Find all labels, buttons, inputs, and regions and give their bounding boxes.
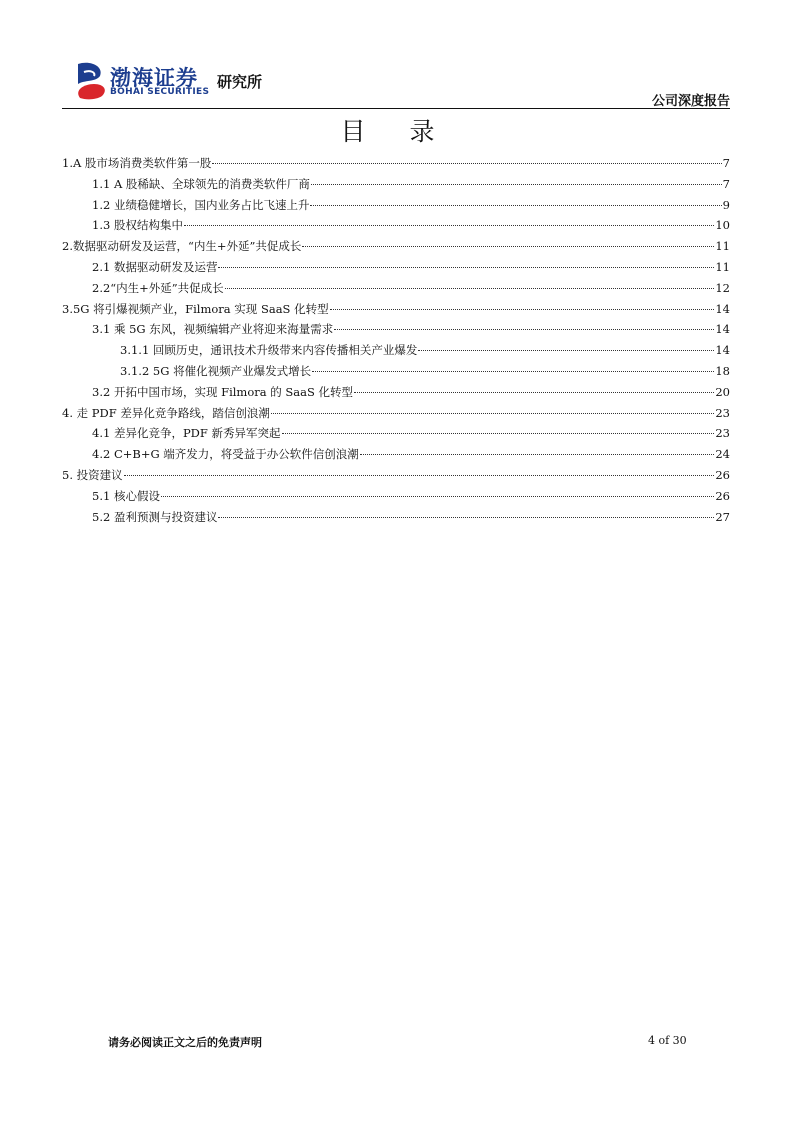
toc-entry-title: 1.1 A 股稀缺、全球领先的消费类软件厂商 xyxy=(92,176,310,191)
toc-entry-title: 3.2 开拓中国市场，实现 Filmora 的 SaaS 化转型 xyxy=(92,384,354,399)
toc-entry[interactable] xyxy=(62,278,730,299)
toc-entry-title: 2.数据驱动研发及运营，“内生+外延”共促成长 xyxy=(62,239,302,254)
toc-entry[interactable] xyxy=(62,465,730,486)
toc-entry-title: 2.1 数据驱动研发及运营 xyxy=(92,259,218,274)
toc-leader-dots xyxy=(302,246,714,247)
institute-label: 研究所 xyxy=(217,73,263,91)
header-divider xyxy=(62,108,730,109)
toc-entry-page: 11 xyxy=(715,259,730,274)
toc-entry-title: 1.A 股市场消费类软件第一股 xyxy=(62,156,212,170)
toc-entry-title: 3.1.2 5G 将催化视频产业爆发式增长 xyxy=(120,363,312,378)
toc-entry-page: 9 xyxy=(722,197,730,212)
table-of-contents xyxy=(62,153,730,527)
toc-entry-title: 1.3 股权结构集中 xyxy=(92,218,183,233)
toc-entry[interactable] xyxy=(62,299,730,320)
toc-entry-page: 14 xyxy=(715,301,730,316)
toc-entry[interactable] xyxy=(62,215,730,236)
footer-disclaimer: 请务必阅读正文之后的免责声明 xyxy=(108,1036,262,1049)
toc-entry-title: 4.2 C+B+G 端齐发力，将受益于办公软件信创浪潮 xyxy=(92,447,359,462)
page-header xyxy=(62,52,730,108)
page-title: 目 录 xyxy=(340,117,453,146)
toc-entry-title: 5.2 盈利预测与投资建议 xyxy=(92,509,218,524)
toc-entry[interactable] xyxy=(62,403,730,424)
toc-entry-page: 27 xyxy=(715,509,730,524)
toc-entry-title: 1.2 业绩稳健增长，国内业务占比飞速上升 xyxy=(92,197,310,212)
brand-name-en: BOHAI SECURITIES xyxy=(110,87,210,97)
toc-entry-page: 24 xyxy=(715,447,730,462)
toc-entry[interactable] xyxy=(62,153,730,174)
toc-entry-page: 23 xyxy=(715,405,730,420)
toc-entry-page: 14 xyxy=(715,343,730,358)
toc-entry-page: 18 xyxy=(715,363,730,378)
toc-entry[interactable] xyxy=(62,319,730,340)
toc-entry[interactable] xyxy=(62,174,730,195)
toc-entry[interactable] xyxy=(62,486,730,507)
toc-entry-page: 7 xyxy=(722,156,730,170)
toc-entry-page: 26 xyxy=(715,467,730,482)
toc-entry-page: 7 xyxy=(722,176,730,191)
toc-leader-dots xyxy=(124,475,715,476)
toc-leader-dots xyxy=(310,205,721,206)
toc-entry-title: 2.2“内生+外延”共促成长 xyxy=(92,280,224,295)
toc-leader-dots xyxy=(184,225,714,226)
toc-entry-page: 10 xyxy=(715,218,730,233)
toc-leader-dots xyxy=(218,517,714,518)
toc-entry-title: 3.5G 将引爆视频产业，Filmora 实现 SaaS 化转型 xyxy=(62,301,329,316)
toc-entry-title: 4.1 差异化竞争，PDF 新秀异军突起 xyxy=(92,426,281,441)
toc-leader-dots xyxy=(311,184,722,185)
toc-entry[interactable] xyxy=(62,444,730,465)
report-type-label: 公司深度报告 xyxy=(651,94,730,109)
toc-leader-dots xyxy=(360,454,715,455)
toc-entry[interactable] xyxy=(62,361,730,382)
toc-leader-dots xyxy=(312,371,714,372)
toc-leader-dots xyxy=(271,413,714,414)
toc-leader-dots xyxy=(218,267,714,268)
toc-entry-title: 5.1 核心假设 xyxy=(92,488,160,503)
toc-leader-dots xyxy=(225,288,715,289)
toc-leader-dots xyxy=(161,496,714,497)
toc-entry[interactable] xyxy=(62,382,730,403)
toc-leader-dots xyxy=(212,163,721,164)
toc-entry[interactable] xyxy=(62,236,730,257)
toc-entry-title: 3.1.1 回顾历史，通讯技术升级带来内容传播相关产业爆发 xyxy=(120,343,418,358)
toc-entry-title: 5. 投资建议 xyxy=(62,467,123,482)
toc-entry-title: 3.1 乘 5G 东风，视频编辑产业将迎来海量需求 xyxy=(92,322,334,337)
toc-leader-dots xyxy=(282,433,715,434)
toc-leader-dots xyxy=(354,392,714,393)
toc-entry-page: 26 xyxy=(715,488,730,503)
toc-leader-dots xyxy=(330,309,715,310)
toc-entry-title: 4. 走 PDF 差异化竞争路线，踏信创浪潮 xyxy=(62,405,270,420)
toc-leader-dots xyxy=(418,350,714,351)
bohai-logo-icon xyxy=(74,60,108,100)
toc-entry[interactable] xyxy=(62,195,730,216)
toc-entry-page: 12 xyxy=(715,280,730,295)
toc-entry[interactable] xyxy=(62,507,730,528)
page-number: 4 of 30 xyxy=(648,1034,687,1047)
toc-entry-page: 14 xyxy=(715,322,730,337)
toc-entry[interactable] xyxy=(62,423,730,444)
toc-entry-page: 20 xyxy=(715,384,730,399)
brand-name-cn: 渤海证券 xyxy=(110,66,198,90)
toc-entry[interactable] xyxy=(62,340,730,361)
toc-entry-page: 11 xyxy=(715,239,730,254)
toc-leader-dots xyxy=(334,329,714,330)
toc-entry[interactable] xyxy=(62,257,730,278)
toc-entry-page: 23 xyxy=(715,426,730,441)
